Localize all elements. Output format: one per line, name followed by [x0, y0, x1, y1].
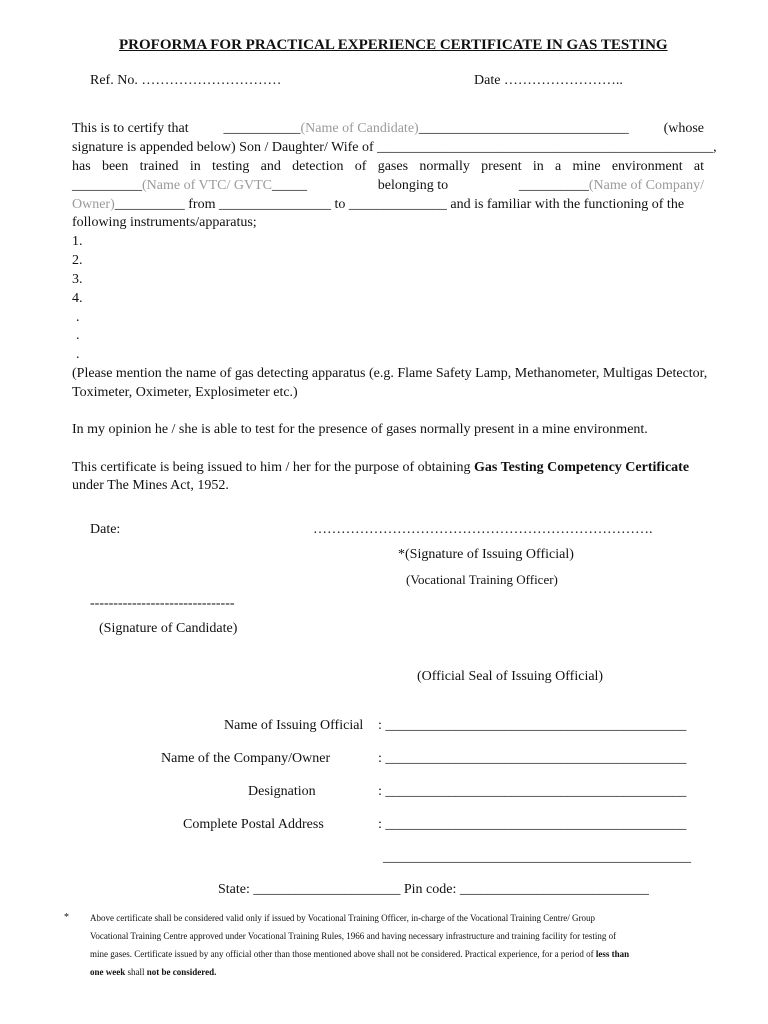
para1-text: This is to certify that [72, 121, 189, 136]
footnote-line3: mine gases. Certificate issued by any official other than those mentioned above shall not be considered. Practical experience, for a period of less than [90, 949, 630, 959]
field-label: Name of Issuing Official [224, 718, 364, 733]
field-blank: : ___________________________________________ [378, 718, 687, 733]
company-name-placeholder: (Name of Company/ [588, 178, 704, 193]
address-line2-blank: ____________________________________________ [383, 850, 691, 865]
page-title: PROFORMA FOR PRACTICAL EXPERIENCE CERTIFICATE IN GAS TESTING [119, 37, 668, 53]
para1-line5: Owner)__________ from ________________ to ______________ and is familiar with the functioning of the [72, 197, 685, 212]
field-blank: : ___________________________________________ [378, 784, 687, 799]
para1-line2: signature is appended below) Son / Daughter/ Wife of ________________________________________________, [72, 140, 717, 155]
field-blank: : ___________________________________________ [378, 751, 687, 766]
list-item: 4. [72, 291, 83, 306]
list-item: 1. [72, 234, 83, 249]
candidate-name-placeholder: (Name of Candidate) [300, 121, 419, 136]
signature-candidate-label: (Signature of Candidate) [99, 621, 238, 636]
state-pincode-line: State: _____________________ Pin code: ___________________________ [218, 882, 649, 897]
vtc-name-placeholder: (Name of VTC/ GVTC [142, 178, 272, 193]
para1-text: (whose [663, 121, 704, 136]
list-item: . [76, 347, 80, 362]
candidate-name-blank: ___________(Name of Candidate)______________________________ [223, 121, 629, 136]
mention-line2: Toximeter, Oximeter, Explosimeter etc.) [72, 385, 298, 400]
footnote-marker: * [64, 912, 69, 923]
gas-testing-cert-text: Gas Testing Competency Certificate [474, 460, 690, 475]
official-seal-label: (Official Seal of Issuing Official) [417, 669, 604, 684]
owner-placeholder: Owner) [72, 197, 115, 212]
mention-line1: (Please mention the name of gas detecting apparatus (e.g. Flame Safety Lamp, Methanometer, Multigas Detector, [72, 366, 708, 381]
field-blank: : ___________________________________________ [378, 817, 687, 832]
para1-line1 [72, 120, 704, 139]
ref-no: Ref. No. ………………………… [90, 73, 282, 88]
issue-line2: under The Mines Act, 1952. [72, 478, 229, 493]
vtc-name-blank: __________(Name of VTC/ GVTC_____ [72, 178, 307, 193]
para1-line6: following instruments/apparatus; [72, 215, 257, 230]
list-item: 3. [72, 272, 83, 287]
belonging-text: belonging to [377, 178, 449, 193]
company-name-blank: __________(Name of Company/ [518, 178, 704, 193]
vto-label: (Vocational Training Officer) [406, 572, 558, 587]
date-top: Date …………………….. [474, 73, 623, 88]
signature-dots: ………………………………………………………………. [313, 522, 653, 537]
footnote-line1: Above certificate shall be considered valid only if issued by Vocational Training Officer, in-charge of the Vocational Training Centre/ Group [90, 913, 596, 923]
para1-line4 [72, 177, 704, 196]
list-item: . [76, 310, 80, 325]
opinion-text: In my opinion he / she is able to test for the presence of gases normally present in a mine environment. [72, 422, 648, 437]
footnote-line2: Vocational Training Centre approved under Vocational Training Rules, 1966 and having necessary infrastructure and training facility for testing of [90, 931, 617, 941]
candidate-signature-line: ------------------------------- [90, 596, 235, 611]
field-label: Complete Postal Address [183, 817, 324, 832]
signature-official-label: *(Signature of Issuing Official) [398, 547, 574, 562]
field-label: Name of the Company/Owner [161, 751, 331, 766]
field-label: Designation [248, 784, 316, 799]
para1-line3: has been trained in testing and detection of gases normally present in a mine environment at [72, 159, 704, 174]
list-item: . [76, 328, 80, 343]
date-label: Date: [90, 522, 121, 537]
footnote-line4: one week shall not be considered. [90, 967, 217, 977]
list-item: 2. [72, 253, 83, 268]
issue-line1: This certificate is being issued to him / her for the purpose of obtaining Gas Testing Competency Certificate [72, 460, 690, 475]
